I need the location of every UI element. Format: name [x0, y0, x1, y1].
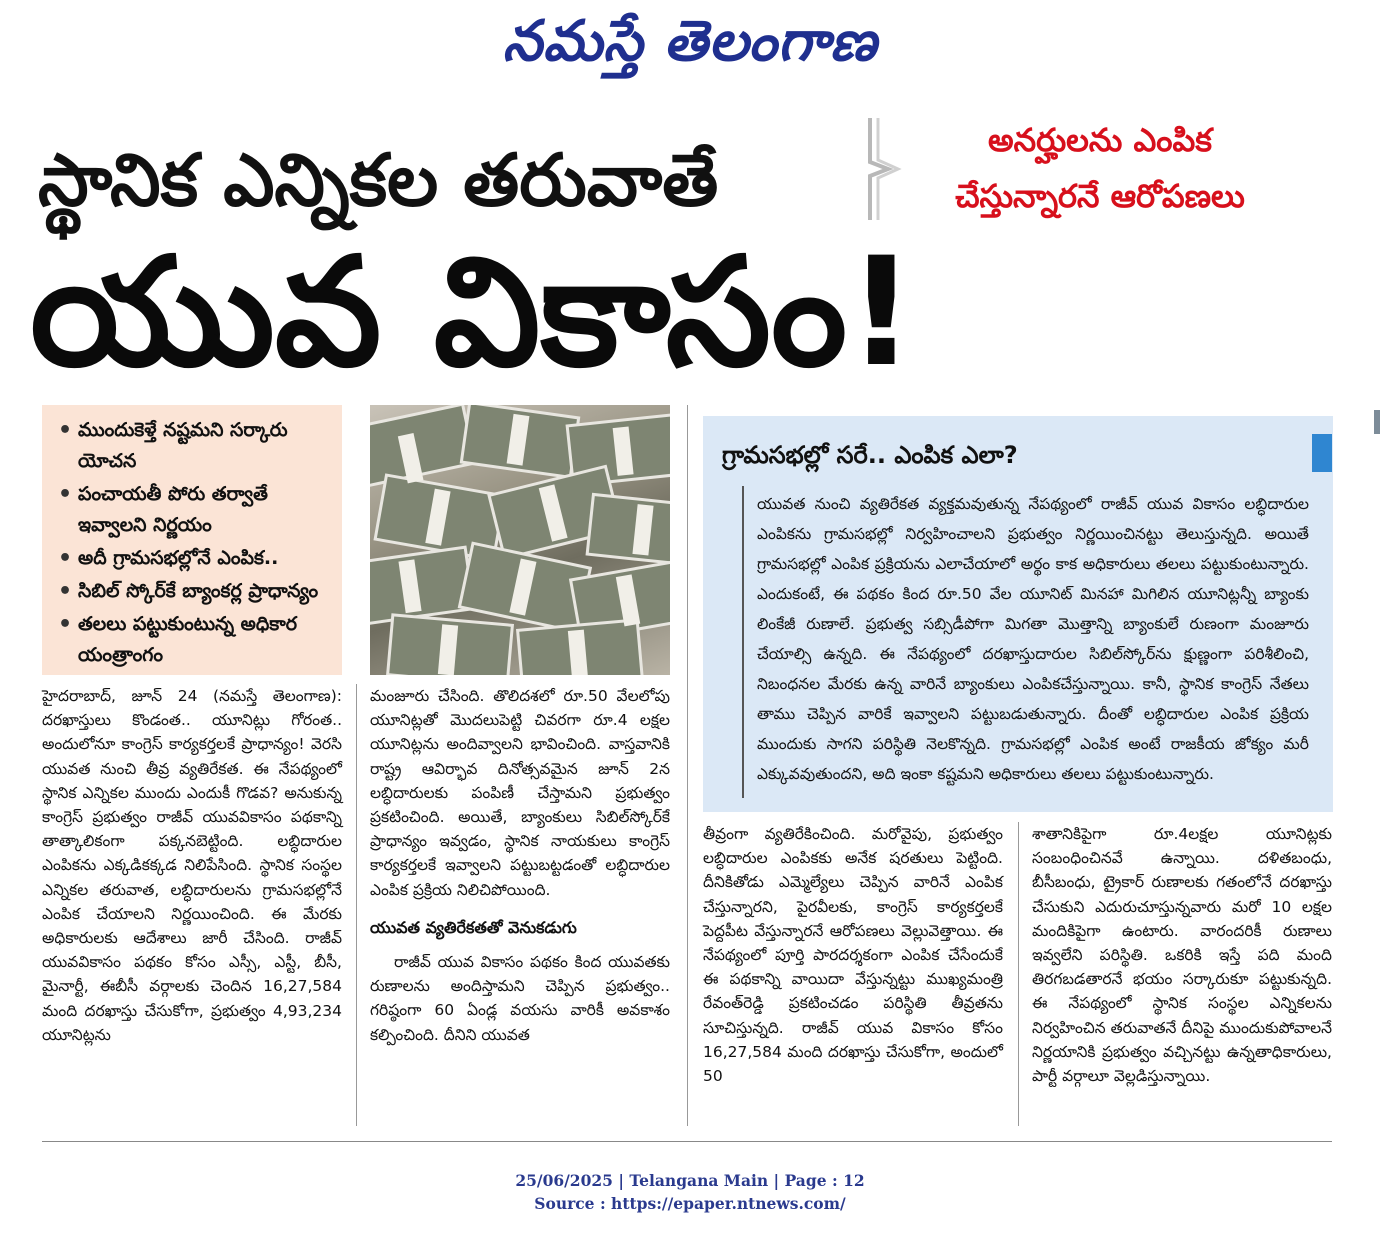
main-headline: యువ వికాసం!: [30, 226, 916, 400]
highlights-list: [54, 415, 334, 671]
column-divider: [687, 405, 688, 1126]
sidebar-accent-bar: [1312, 434, 1332, 472]
article-column-3: తీవ్రంగా వ్యతిరేకించింది. మరోవైపు, ప్రభుత్వం లబ్ధిదారుల ఎంపికకు అనేక షరతులు పెట్టింది. దీనికితోడు ఎమ్మెల్యేలు చెప్పిన వారినే ఎంపిక చేస్తున్నారని, పైరవీలకు, కాంగ్రెస్ కార్యకర్తలకే పెద్దపీట వేస్తున్నారనే ఆరోపణలు వెల్లువెత్తాయి. ఈ నేపథ్యంలో పూర్తి పారదర్శకంగా ఎంపిక చేసేందుకే ఈ పథకాన్ని వాయిదా వేస్తున్నట్టు ముఖ్యమంత్రి రేవంత్‌రెడ్డి ప్రకటించడం పరిస్థితి తీవ్రతను సూచిస్తున్నది. రాజీవ్ యువ వికాసం కోసం 16,27,584 మంది దరఖాస్తు చేసుకోగా, అందులో 50: [703, 825, 1003, 1086]
article-subheading: యువత వ్యతిరేకతతో వెనుకడుగు: [370, 917, 577, 937]
article-column-4: శాతానికిపైగా రూ.4లక్షల యూనిట్లకు సంబంధించినవే ఉన్నాయి. దళితబంధు, బీసీబంధు, ట్రైకార్ రుణాలకు గతంలోనే దరఖాస్తు చేసుకుని ఎదురుచూస్తున్నవారు మరో 10 లక్షల మందికిపైగా ఉంటారు. వారందరికీ రుణాలు ఇవ్వలేని పరిస్థితి. ఒకరికి ఇస్తే పది మంది తిరగబడతారనే భయం సర్కారుకూ పట్టుకున్నది. ఈ నేపథ్యంలో స్థానిక సంస్థల ఎన్నికలను నిర్వహించిన తరువాతనే దీనిపై ముందుకుపోవాలనే నిర్ణయానికి ప్రభుత్వం వచ్చినట్టు ఉన్నతాధికారులు, పార్టీ వర్గాలూ వెల్లడిస్తున్నాయి.: [1032, 825, 1332, 1086]
currency-bundles-image: [370, 405, 670, 675]
deck: [900, 112, 1300, 224]
highlight-item: • ముందుకెళ్తే నష్టమని సర్కారు యోచన: [54, 415, 334, 477]
kicker-headline: స్థానిక ఎన్నికల తరువాతే: [38, 138, 719, 222]
page-edge-marker: [1374, 410, 1380, 434]
sidebar-body: యువత నుంచి వ్యతిరేకత వ్యక్తమవుతున్న నేపథ్యంలో రాజీవ్ యువ వికాసం లబ్ధిదారుల ఎంపికను గ్రామసభల్లో నిర్వహించాలని ప్రభుత్వం నిర్ణయించినట్టు తెలుస్తున్నది. అయితే గ్రామసభల్లో ఎంపిక ప్రక్రియను ఎలాచేయాలో అర్థం కాక అధికారులు తలలు పట్టుకుంటున్నారు. ఎందుకంటే, ఈ పథకం కింద రూ.50 వేల యూనిట్ మినహా మిగిలిన యూనిట్లన్నీ బ్యాంకు లింకేజీ రుణాలే. ప్రభుత్వ సబ్సిడీపోగా మిగతా మొత్తాన్ని బ్యాంకులే రుణంగా మంజూరు చేయాల్సి ఉన్నది. ఈ నేపథ్యంలో దరఖాస్తుదారుల సిబిల్‌స్కోర్‌ను క్షుణ్ణంగా పరిశీలించి, నిబంధనల మేరకు ఉన్న వారినే బ్యాంకులు ఎంపికచేస్తున్నాయి. కానీ, స్థానిక కాంగ్రెస్ నేతలు తాము చెప్పిన వారికే ఇవ్వాలని పట్టుబడుతున్నారు. దీంతో లబ్ధిదారుల ఎంపిక ప్రక్రియ ముందుకు సాగని పరిస్థితి నెలకొన్నది. గ్రామసభల్లో ఎంపిక అంటే రాజకీయ జోక్యం మరీ ఎక్కువవుతుందని, అది ఇంకా కష్టమని అధికారులు తలలు పట్టుకుంటున్నారు.: [757, 495, 1309, 783]
column-divider: [1018, 822, 1019, 1126]
currency-bundles-photo: [370, 405, 670, 675]
deck-line-2: చేస్తున్నారనే ఆరోపణలు: [955, 177, 1245, 215]
highlights-box: [42, 405, 342, 675]
column-divider: [356, 684, 357, 1126]
deck-line-1: అనర్హులను ఎంపిక: [988, 121, 1212, 159]
highlight-item: • అదీ గ్రామసభల్లోనే ఎంపిక..: [54, 543, 334, 574]
highlight-item: • పంచాయతీ పోరు తర్వాతే ఇవ్వాలని నిర్ణయం: [54, 479, 334, 541]
footer-source-link[interactable]: Source : https://epaper.ntnews.com/: [534, 1194, 846, 1213]
article-column-2-text: మంజూరు చేసింది. తొలిదశలో రూ.50 వేలలోపు యూనిట్లతో మొదలుపెట్టి చివరగా రూ.4 లక్షల యూనిట్లను అందివ్వాలని భావించింది. వాస్తవానికి రాష్ట్ర ఆవిర్భావ దినోత్సవమైన జూన్ 2న లబ్ధిదారులకు పంపిణీ చేస్తామని ప్రభుత్వం ప్రకటించింది. అయితే, బ్యాంకులు సిబిల్‌స్కోర్‌కే ప్రాధాన్యం ఇవ్వడం, స్థానిక నాయకులు కాంగ్రెస్ కార్యకర్తలకే ఇవ్వాలని పట్టుబట్టడంతో లబ్ధిదారుల ఎంపిక ప్రక్రియ నిలిచిపోయింది.: [370, 687, 670, 899]
bottom-rule: [42, 1141, 1332, 1142]
article-column-1: హైదరాబాద్, జూన్ 24 (నమస్తే తెలంగాణ): దరఖాస్తులు కొండంత.. యూనిట్లు గోరంత.. అందులోనూ కాంగ్రెస్ కార్యకర్తలకే ప్రాధాన్యం! వెరసి యువత నుంచి తీవ్ర వ్యతిరేకత. ఈ నేపథ్యంలో స్థానిక ఎన్నికల ముందు ఎందుకీ గొడవ? అనుకున్న కాంగ్రెస్ ప్రభుత్వం రాజీవ్ యువవికాసం పథకాన్ని తాత్కాలికంగా పక్కనబెట్టింది. లబ్ధిదారుల ఎంపికను ఎక్కడికక్కడ నిలిపేసింది. స్థానిక సంస్థల ఎన్నికల తరువాత, లబ్ధిదారులను గ్రామసభల్లోనే ఎంపిక చేయాలని నిర్ణయించింది. ఈ మేరకు అధికారులకు ఆదేశాలు జారీ చేసింది. రాజీవ్ యువవికాసం పథకం కోసం ఎస్సీ, ఎస్టీ, బీసీ, మైనార్టీ, ఈబీసీ వర్గాలకు చెందిన 16,27,584 మంది దరఖాస్తు చేసుకోగా, ప్రభుత్వం 4,93,234 యూనిట్లను: [42, 687, 342, 1044]
footer-edition-info: 25/06/2025 | Telangana Main | Page : 12: [515, 1171, 865, 1190]
highlight-item: • తలలు పట్టుకుంటున్న అధికార యంత్రాంగం: [54, 609, 334, 671]
article-column-2-text-continued: రాజీవ్ యువ వికాసం పథకం కింద యువతకు రుణాలను అందిస్తామని చెప్పిన ప్రభుత్వం.. గరిష్ఠంగా 60 ఏండ్ల వయసు వారికీ అవకాశం కల్పించింది. దీనిని యువత: [370, 953, 670, 1044]
sidebar-rule: [742, 486, 744, 798]
article-column-2: [370, 684, 670, 1047]
sidebar-title: గ్రామసభల్లో సరే.. ఎంపిక ఎలా?: [722, 441, 1018, 469]
masthead: నమస్తే తెలంగాణ: [502, 9, 878, 74]
highlight-item: • సిబిల్ స్కోర్‌కే బ్యాంకర్ల ప్రాధాన్యం: [54, 576, 334, 607]
